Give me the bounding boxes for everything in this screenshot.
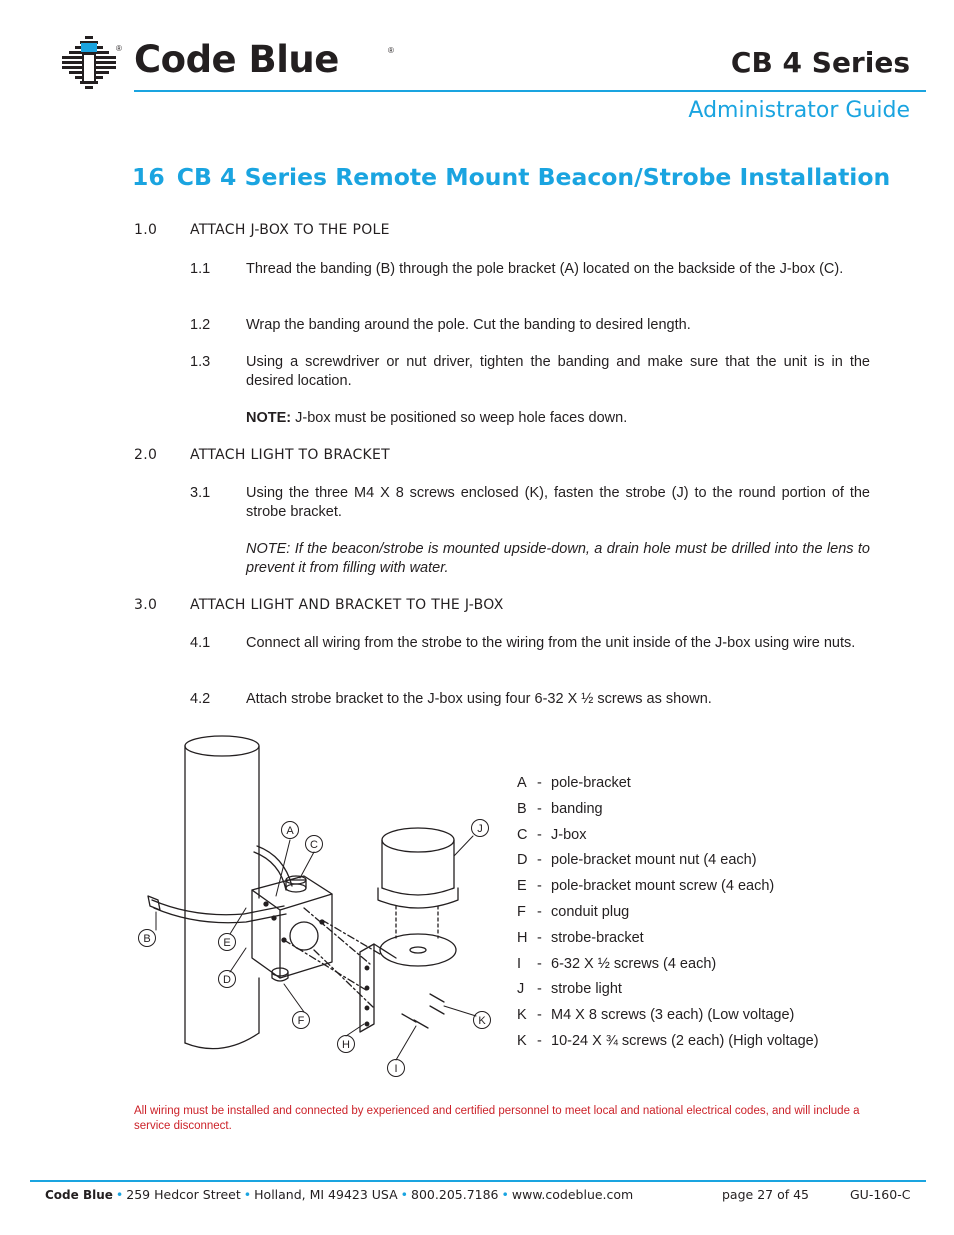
legend-label: pole-bracket mount screw (4 each) [551,878,775,895]
legend-key: I [517,955,522,972]
step-text: Wrap the banding around the pole. Cut the banding to desired length. [246,317,691,333]
legend-separator: - [537,1007,542,1024]
callout-f: F [297,1015,305,1027]
step-text: Connect all wiring from the strobe to the wiring from the unit inside of the J-box using wire nuts. [246,635,856,651]
legend-label: strobe-bracket [551,929,644,946]
legend-separator: - [537,1032,542,1049]
legend-row [517,981,819,1007]
legend-separator: - [537,852,542,869]
step-number: 3.1 [190,485,211,501]
legend-key: C [517,826,528,843]
jbox-drawing [252,876,332,978]
footer-dot: • [400,1187,409,1202]
assembly-diagram [134,728,504,1080]
step-number: 4.2 [190,691,211,707]
legend-label: conduit plug [551,903,630,920]
legend-row [517,852,819,878]
legend-separator: - [537,775,542,791]
legend-separator: - [537,955,542,972]
step-4-2 [190,690,870,709]
legend-separator: - [537,903,542,920]
legend-key: K [517,1007,527,1024]
legend-key: A [517,775,527,791]
legend-row [517,956,819,982]
leader-lines [156,836,476,1060]
legend-separator: - [537,826,542,843]
wiring-warning: All wiring must be installed and connected by experienced and certified personnel to meet local and national electrical codes, and will include a service disconnect. [134,1105,860,1132]
step-text: Thread the banding (B) through the pole bracket (A) located on the backside of the J-box (C). [246,261,844,277]
step-text: Using the three M4 X 8 screws enclosed (K), fasten the strobe (J) to the round portion of the strobe bracket. [246,485,870,520]
legend-key: D [517,852,528,869]
legend-row [517,1033,819,1059]
screws-drawing [402,994,444,1028]
heading-number: 2.0 [134,447,158,463]
footer-brand: Code Blue [45,1188,113,1202]
footer-dot: • [243,1187,252,1202]
page-number: page 27 of 45 [722,1187,809,1202]
callout-d: D [223,974,231,986]
legend-key: J [517,981,525,998]
legend-key: F [517,903,526,920]
legend-label: banding [551,800,603,817]
footer-dot: • [115,1187,124,1202]
step-1-1 [190,260,870,279]
step-3-1 [190,484,870,522]
legend-row [517,827,819,853]
note-text: J-box must be positioned so weep hole faces down. [291,410,628,426]
legend-key: K [517,1032,527,1049]
footer-phone: 800.205.7186 [411,1187,499,1202]
legend-separator: - [537,929,542,946]
code-blue-logo-icon [56,30,122,96]
callout-b: B [143,933,151,945]
legend-separator: - [537,800,542,817]
legend-separator: - [537,878,542,895]
legend-label: M4 X 8 screws (3 each) (Low voltage) [551,1007,795,1024]
heading-number: 3.0 [134,597,158,613]
legend-key: E [517,878,527,895]
legend-label: 6-32 X ½ screws (4 each) [551,955,717,972]
guide-subtitle: Administrator Guide [688,98,910,123]
heading-label: ATTACH LIGHT TO BRACKET [190,447,391,463]
callout-a: A [286,825,294,837]
step-text: Using a screwdriver or nut driver, tighten the banding and make sure that the unit is in the desired location. [246,354,870,389]
series-title: CB 4 Series [730,46,910,79]
footer-address: 259 Hedcor Street [126,1187,241,1202]
step-1-3 [190,353,870,391]
section-title-text: CB 4 Series Remote Mount Beacon/Strobe Installation [176,163,891,191]
footer-city: Holland, MI 49423 USA [254,1187,398,1202]
legend-row [517,878,819,904]
footer-contact [45,1187,633,1202]
heading-label: ATTACH J-BOX TO THE POLE [190,222,390,238]
document-id: GU-160-C [850,1187,911,1202]
step-text: Attach strobe bracket to the J-box using four 6-32 X ½ screws as shown. [246,691,712,707]
footer-dot: • [501,1187,509,1202]
heading-1 [134,222,390,238]
section-number: 16 [132,163,165,191]
legend-label: strobe light [551,981,622,998]
callout-j: J [477,823,483,835]
legend-row [517,904,819,930]
banding-drawing [148,846,292,923]
legend-label: 10-24 X ¾ screws (2 each) (High voltage) [551,1032,819,1049]
step-number: 1.1 [190,261,211,277]
heading-label: ATTACH LIGHT AND BRACKET TO THE J-BOX [190,597,504,613]
callout-k: K [478,1015,486,1027]
legend-row [517,801,819,827]
note-label: NOTE: [246,410,292,426]
footer-rule [30,1180,926,1182]
header-rule [134,90,926,92]
heading-3 [134,597,504,613]
callout-i: I [394,1063,398,1075]
legend-row [517,1007,819,1033]
pole-drawing [185,736,259,1049]
legend-label: pole-bracket mount nut (4 each) [551,852,757,869]
legend-key: H [517,929,528,946]
step-number: 1.2 [190,317,211,333]
legend-row [517,930,819,956]
heading-number: 1.0 [134,222,158,238]
section-title [132,163,890,191]
legend-key: B [517,800,527,817]
legend-separator: - [537,981,542,998]
step-number: 1.3 [190,354,211,370]
step-4-1 [190,634,870,653]
legend-row [517,775,819,801]
note-jbox [246,409,870,428]
legend-label: pole-bracket [551,775,631,791]
note-drain-hole: NOTE: If the beacon/strobe is mounted upside-down, a drain hole must be drilled into the lens to prevent it from filling with water. [246,541,870,576]
logo-registered-mark: ® [116,44,122,53]
step-1-2 [190,316,870,335]
callout-circles [139,820,491,1077]
strobe-light-drawing [378,828,458,938]
footer-website-link[interactable]: www.codeblue.com [511,1187,634,1202]
legend-label: J-box [551,826,587,843]
callout-c: C [310,839,318,851]
step-number: 4.1 [190,635,211,651]
parts-legend [517,775,819,1059]
heading-2 [134,447,390,463]
callout-h: H [342,1039,350,1051]
brand-name: Code Blue [134,38,339,81]
callout-e: E [223,937,231,949]
brand-registered-mark: ® [388,46,394,55]
